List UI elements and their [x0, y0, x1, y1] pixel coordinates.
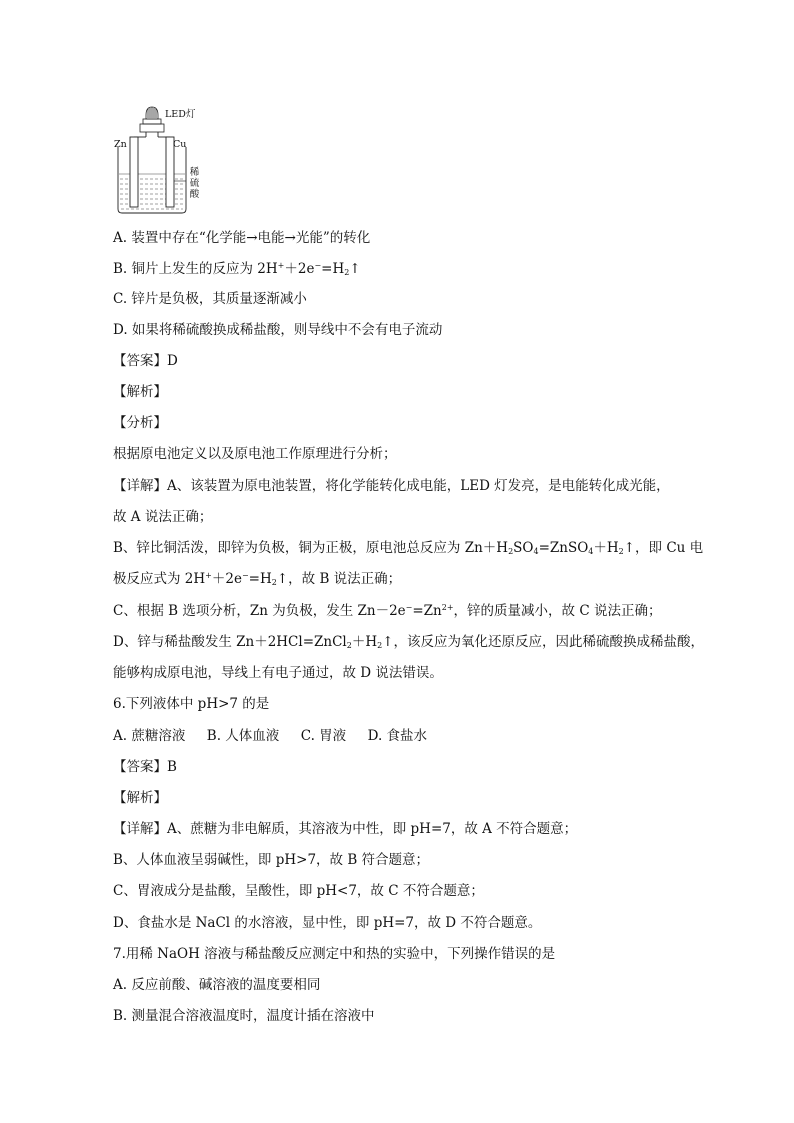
q5-option-c: C. 锌片是负极，其质量逐渐减小: [113, 291, 307, 307]
q7-option-a: A. 反应前酸、碱溶液的温度要相同: [113, 977, 321, 993]
q6-options: A. 蔗糖溶液 B. 人体血液 C. 胃液 D. 食盐水: [113, 728, 428, 744]
acid-label: 稀硫酸: [189, 167, 200, 200]
zn-label: Zn: [114, 139, 127, 150]
led-bulb-icon: [140, 107, 164, 132]
zn-electrode: [130, 137, 138, 207]
q5-option-a: A. 装置中存在“化学能→电能→光能”的转化: [113, 230, 371, 246]
q6-answer: 【答案】B: [113, 759, 177, 775]
q5-detail-d-line1: D、锌与稀盐酸发生 $Zn+2HCl=ZnCl_2+H_2↑$，该反应为氧化还原反应，因此稀硫酸换成稀盐酸，: [113, 634, 705, 650]
led-label: LED灯: [165, 109, 196, 120]
cu-label: Cu: [173, 139, 187, 150]
q5-detail-c: C、根据 B 选项分析，Zn 为负极，发生 $Zn-2e^-=Zn^{2+}$，锌的质量减小，故 C 说法正确；: [113, 603, 662, 619]
q6-stem: 6.下列液体中 pH>7 的是: [113, 696, 270, 712]
wire-lines: [134, 132, 170, 137]
q5-detail-b-line2: 极反应式为 $2H^++2e^-=H_2↑$，故 B 说法正确；: [113, 571, 402, 587]
q5-answer: 【答案】D: [113, 353, 178, 369]
q7-option-b: B. 测量混合溶液温度时，温度计插在溶液中: [113, 1008, 375, 1024]
beaker-shape: [118, 147, 186, 213]
q5-fenxi-title: 【分析】: [113, 415, 167, 431]
q5-detail-a-line1: 【详解】A、该装置为原电池装置，将化学能转化成电能，LED 灯发亮，是电能转化成光能，: [113, 478, 670, 494]
q5-analysis-title: 【解析】: [113, 384, 167, 400]
q5-option-b: B. 铜片上发生的反应为 $2H^++2e^-=H_2↑$: [113, 261, 361, 277]
q6-detail-d: D、食盐水是 NaCl 的水溶液，显中性，即 pH=7，故 D 不符合题意。: [113, 915, 542, 931]
acid-solution: [119, 174, 185, 209]
q6-detail-c: C、胃液成分是盐酸，呈酸性，即 pH<7，故 C 不符合题意；: [113, 883, 484, 899]
q5-fenxi-text: 根据原电池定义以及原电池工作原理进行分析；: [113, 446, 397, 462]
q6-detail-b: B、人体血液呈弱碱性，即 pH>7，故 B 符合题意；: [113, 852, 430, 868]
q5-detail-d-line2: 能够构成原电池，导线上有电子通过，故 D 说法错误。: [113, 665, 443, 681]
q6-analysis-title: 【解析】: [113, 790, 167, 806]
q5-option-d: D. 如果将稀硫酸换成稀盐酸，则导线中不会有电子流动: [113, 322, 443, 338]
q7-stem: 7.用稀 NaOH 溶液与稀盐酸反应测定中和热的实验中，下列操作错误的是: [113, 946, 556, 962]
q6-detail-a: 【详解】A、蔗糖为非电解质，其溶液为中性，即 pH=7，故 A 不符合题意；: [113, 821, 578, 837]
q5-detail-b-line1: B、锌比铜活泼，即锌为负极，铜为正极，原电池总反应为 $Zn+H_2SO_4=ZnSO_4+H_2↑$，即 Cu 电: [113, 540, 704, 556]
q5-detail-a-line2: 故 A 说法正确；: [113, 509, 213, 525]
galvanic-cell-figure: [112, 103, 202, 215]
